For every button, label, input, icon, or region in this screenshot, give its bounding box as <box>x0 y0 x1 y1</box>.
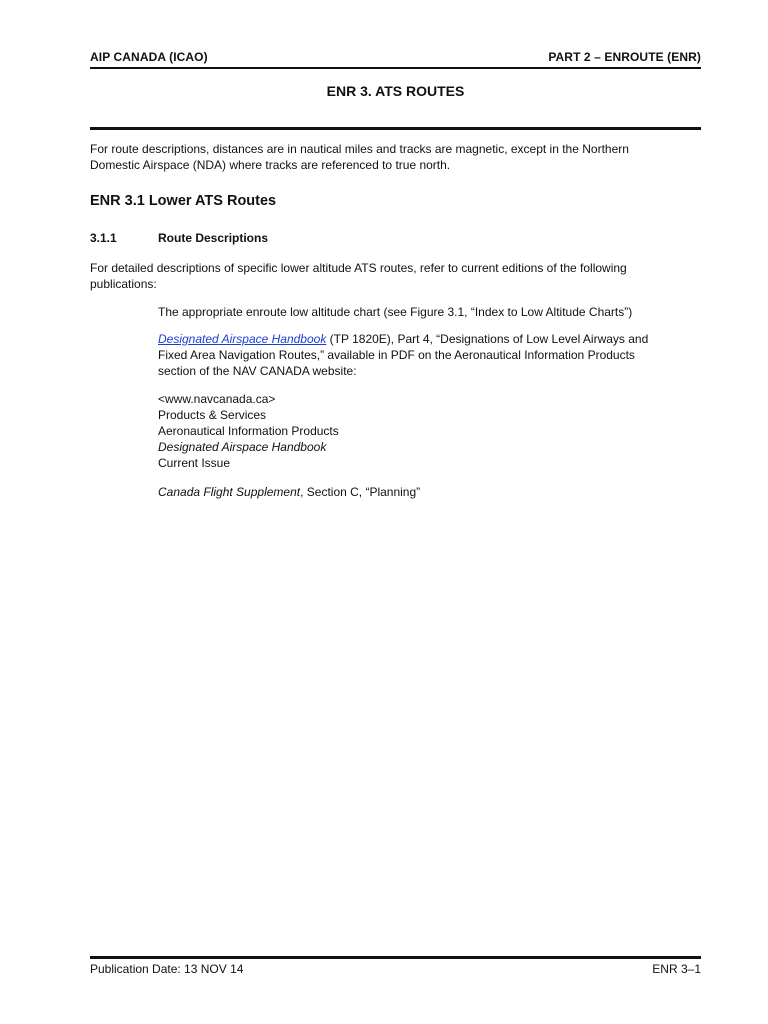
handbook-line-1-rest: (TP 1820E), Part 4, “Designations of Low Level Airways and <box>326 332 649 346</box>
header-rule <box>90 67 701 69</box>
path-item-current-issue: Current Issue <box>158 456 231 470</box>
intro-line-1: For route descriptions, distances are in nautical miles and tracks are magnetic, except in the Northern <box>90 142 629 156</box>
website-path <box>158 391 339 471</box>
description-line-1: For detailed descriptions of specific lower altitude ATS routes, refer to current editions of the following <box>90 261 627 275</box>
chart-reference: The appropriate enroute low altitude chart (see Figure 3.1, “Index to Low Altitude Charts”) <box>158 305 633 319</box>
section-heading: ENR 3.1 Lower ATS Routes <box>90 193 277 209</box>
page-footer <box>90 962 701 976</box>
subsection-number: 3.1.1 <box>90 231 117 245</box>
path-item-website: <www.navcanada.ca> <box>158 392 276 406</box>
intro-paragraph <box>90 141 629 173</box>
header-left: AIP CANADA (ICAO) <box>90 50 208 64</box>
subsection-title: Route Descriptions <box>158 231 269 245</box>
path-item-products: Products & Services <box>158 408 267 422</box>
cfs-reference <box>158 484 420 500</box>
publication-date: Publication Date: 13 NOV 14 <box>90 962 244 976</box>
path-item-handbook: Designated Airspace Handbook <box>158 440 327 454</box>
title-rule <box>90 127 701 130</box>
path-item-aip: Aeronautical Information Products <box>158 424 339 438</box>
handbook-paragraph <box>158 331 648 379</box>
cfs-rest: , Section C, “Planning” <box>300 485 421 499</box>
description-line-2: publications: <box>90 277 157 291</box>
footer-rule <box>90 956 701 959</box>
page-title: ENR 3. ATS ROUTES <box>326 83 465 99</box>
intro-line-2: Domestic Airspace (NDA) where tracks are referenced to true north. <box>90 158 451 172</box>
handbook-line-2: Fixed Area Navigation Routes,” available in PDF on the Aeronautical Information Products <box>158 348 635 362</box>
handbook-line-3: section of the NAV CANADA website: <box>158 364 357 378</box>
handbook-link[interactable]: Designated Airspace Handbook <box>158 332 327 346</box>
description-paragraph <box>90 260 627 292</box>
header-right: PART 2 – ENROUTE (ENR) <box>548 50 701 64</box>
page-number: ENR 3–1 <box>652 962 701 976</box>
cfs-title: Canada Flight Supplement <box>158 485 301 499</box>
page-header <box>90 50 701 64</box>
